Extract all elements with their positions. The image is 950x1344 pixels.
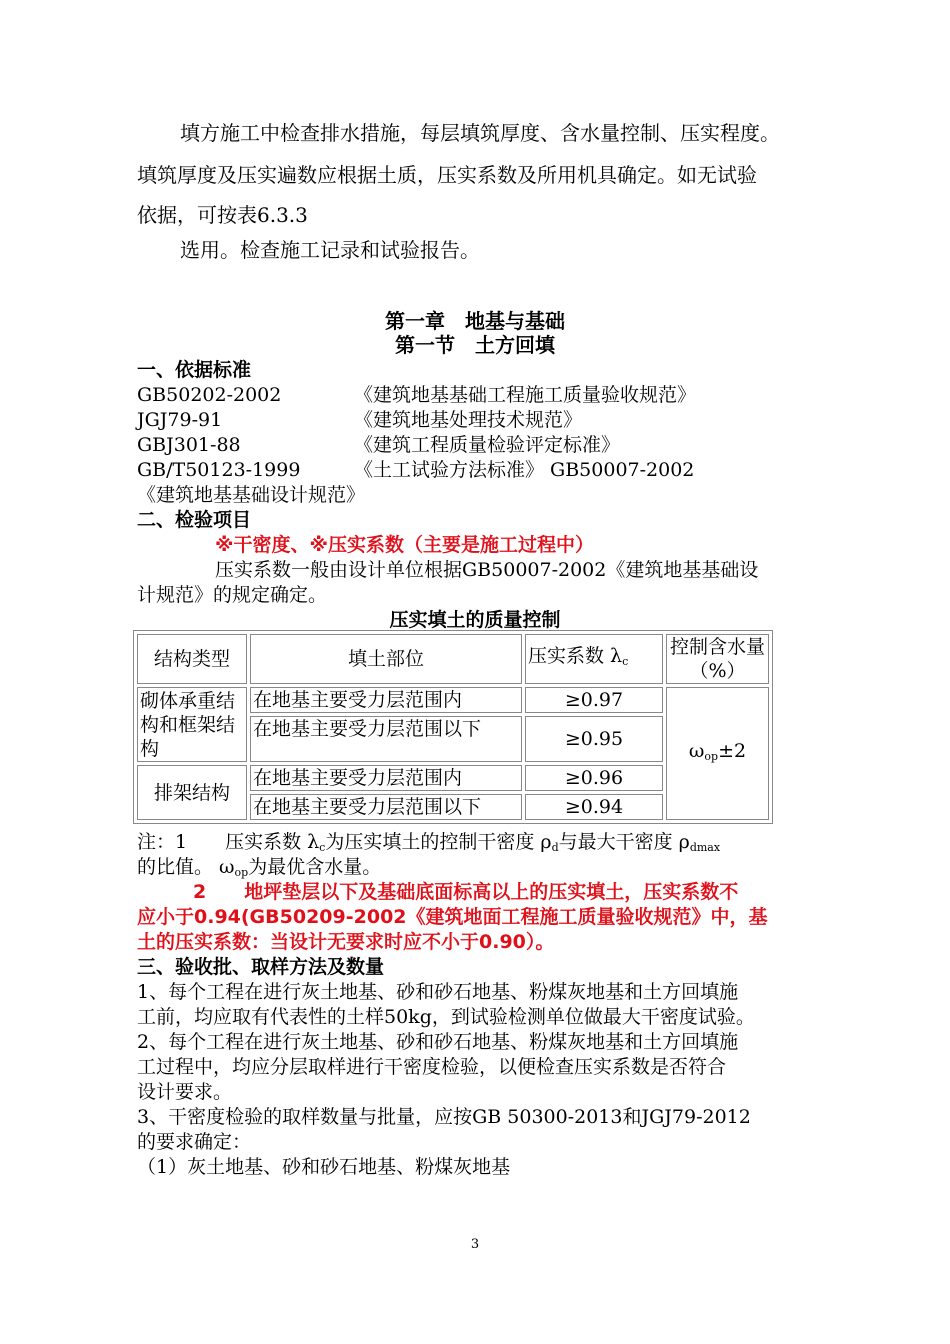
section-3-line: 2、每个工程在进行灰土地基、砂和砂石地基、粉煤灰地基和土方回填施 — [137, 1031, 739, 1053]
section-2-heading: 二、检验项目 — [137, 509, 252, 531]
table-title: 压实填土的质量控制 — [389, 609, 561, 631]
note-text: 的比值。 ω — [137, 856, 235, 878]
note-red-line-2: 应小于0.94(GB50209-2002《建筑地面工程施工质量验收规范》中，基 — [137, 906, 768, 928]
header-fill-location: 填土部位 — [250, 634, 522, 684]
water-sub: op — [704, 749, 719, 763]
header-coef-sub: c — [622, 655, 629, 668]
fill-location-cell: 在地基主要受力层范围以下 — [250, 794, 522, 820]
standard-code: JGJ79-91 — [137, 409, 223, 431]
section-2-paragraph-line-2: 计规范》的规定确定。 — [137, 584, 328, 606]
fill-location-cell: 在地基主要受力层范围内 — [250, 687, 522, 713]
table-row — [137, 687, 769, 713]
standard-name: 《土工试验方法标准》 GB50007-2002 — [354, 459, 695, 481]
water-symbol: ω — [688, 739, 705, 762]
section-3-line: 工前，均应取有代表性的土样50kg，到试验检测单位做最大干密度试验。 — [137, 1006, 755, 1028]
fill-location-cell: 在地基主要受力层范围以下 — [250, 716, 522, 762]
structure-type-cell: 砌体承重结构和框架结构 — [137, 687, 247, 762]
standard-name: 《建筑地基基础工程施工质量验收规范》 — [354, 384, 697, 406]
section-3-line: 3、干密度检验的取样数量与批量，应按GB 50300-2013和JGJ79-2012 — [137, 1106, 751, 1128]
intro-line-1: 填方施工中检查排水措施，每层填筑厚度、含水量控制、压实程度。 — [180, 121, 780, 145]
page-number: 3 — [470, 1237, 480, 1252]
chapter-title: 第一章 地基与基础 — [385, 309, 565, 333]
section-title: 第一节 土方回填 — [395, 333, 555, 357]
header-water-content — [666, 634, 769, 684]
inspection-items-highlight: ※干密度、※压实系数（主要是施工过程中） — [215, 534, 594, 556]
quality-control-table — [133, 630, 773, 824]
section-3-heading: 三、验收批、取样方法及数量 — [137, 956, 385, 978]
standard-code: GB/T50123-1999 — [137, 459, 301, 481]
section-3-line: （1）灰土地基、砂和砂石地基、粉煤灰地基 — [137, 1156, 511, 1178]
note-sub: op — [234, 866, 249, 879]
note-red-line-1: 2 地坪垫层以下及基础底面标高以上的压实填土，压实系数不 — [193, 881, 739, 903]
standard-code: GBJ301-88 — [137, 434, 241, 456]
header-compaction-coefficient — [525, 634, 663, 684]
header-structure-type: 结构类型 — [137, 634, 247, 684]
section-3-line: 1、每个工程在进行灰土地基、砂和砂石地基、粉煤灰地基和土方回填施 — [137, 981, 739, 1003]
section-2-paragraph-line-1: 压实系数一般由设计单位根据GB50007-2002《建筑地基基础设 — [215, 559, 759, 581]
coefficient-cell: ≥0.95 — [525, 716, 663, 762]
intro-line-3: 依据，可按表6.3.3 — [137, 203, 308, 227]
coefficient-cell: ≥0.97 — [525, 687, 663, 713]
water-tolerance: ±2 — [718, 739, 747, 762]
header-coef-text: 压实系数 λ — [528, 645, 623, 667]
standard-name-tail: 《建筑地基基础设计规范》 — [137, 484, 366, 506]
note-sub: d — [551, 841, 559, 854]
note-text: 为压实填土的控制干密度 ρ — [325, 831, 552, 853]
standard-name: 《建筑工程质量检验评定标准》 — [354, 434, 621, 456]
note-sub: dmax — [689, 841, 721, 854]
note-text: 注：1 压实系数 λ — [137, 831, 320, 853]
header-water-line-1: 控制含水量 — [669, 636, 765, 658]
coefficient-cell: ≥0.96 — [525, 765, 663, 791]
standard-name: 《建筑地基处理技术规范》 — [354, 409, 583, 431]
intro-line-2: 填筑厚度及压实遍数应根据土质，压实系数及所用机具确定。如无试验 — [137, 163, 757, 187]
section-3-line: 的要求确定： — [137, 1131, 252, 1153]
table-header-row — [137, 634, 769, 684]
note-sub: c — [319, 841, 326, 854]
section-3-line: 工过程中，均应分层取样进行干密度检验，以便检查压实系数是否符合 — [137, 1056, 727, 1078]
fill-location-cell: 在地基主要受力层范围内 — [250, 765, 522, 791]
header-water-line-2: （%） — [689, 660, 746, 682]
note-red-line-3: 土的压实系数：当设计无要求时应不小于0.90）。 — [137, 931, 555, 953]
water-content-cell — [666, 687, 769, 820]
section-3-line: 设计要求。 — [137, 1081, 233, 1103]
note-text: 与最大干密度 ρ — [558, 831, 690, 853]
structure-type-cell: 排架结构 — [137, 765, 247, 820]
note-text: 为最优含水量。 — [248, 856, 382, 878]
standard-code: GB50202-2002 — [137, 384, 282, 406]
coefficient-cell: ≥0.94 — [525, 794, 663, 820]
section-1-heading: 一、依据标准 — [137, 359, 252, 381]
intro-line-4: 选用。检查施工记录和试验报告。 — [180, 238, 480, 262]
